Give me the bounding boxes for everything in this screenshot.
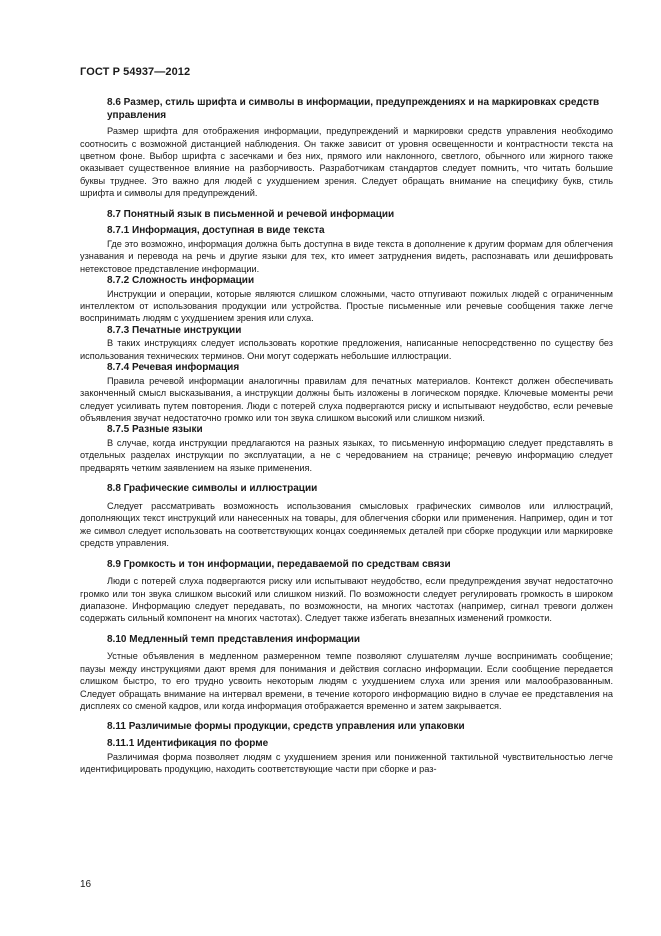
paragraph: Правила речевой информации аналогичны правилам для печатных материалов. Контекст должен обеспечивать законченный смысл высказывания, а инструкции должны быть изложены в логическом порядке. Ключевые моменты речи следует усиливать путем повторения. Люди с потерей слуха подвергаются риску и испытывают неудобство, если речевые объявления звучат недостаточно громко или тон звука слишком высокий или слишком низкий. bbox=[80, 375, 613, 424]
paragraph: Люди с потерей слуха подвергаются риску или испытывают неудобство, если предупреждения звучат недостаточно громко или тон звука слишком высокий или слишком низкий. По возможности следует регулировать громкость в широком диапазоне. Информацию следует передавать, по возможности, на многих частотах (например, сигнал тревоги должен содержать сильный компонент на многих частотах). Следует также избегать внезапных изменений громкости. bbox=[80, 576, 613, 624]
paragraph: Инструкции и операции, которые являются слишком сложными, часто отпугивают пожилых людей с ограниченным интеллектом от использования продукции или устройства. Простые письменные или речевые сообщения также легче воспринимать людям с ухудшением зрения или слуха. bbox=[80, 288, 613, 324]
paragraph: Устные объявления в медленном размеренном темпе позволяют слушателям лучше воспринимать сообщение; паузы между инструкциями дают время для понимания и действия согласно информации. Если сообщение передается слишком быстро, то его трудно усвоить некоторым людям с ухудшением слуха или зрения или малообразованным. Следует обращать внимание на интервал времени, в течение которого информацию видно в случае ее представления на дисплеях со сменой кадров, или когда информация отображается временно и затем закрывается. bbox=[80, 651, 613, 711]
paragraph: Размер шрифта для отображения информации, предупреждений и маркировки средств управления необходимо соотносить с возможной дистанцией наблюдения. Он также зависит от уровня освещенности и контрастности текста на цветном фоне. Выбор шрифта с засечками и без них, прямого или наклонного, светлого, обычного или жирного также оказывает существенное влияние на разборчивость. Разработчикам стандартов следует помнить, что читать большие буквы труднее. Это важно для людей с ухудшением зрения. Следует обращать внимание на специфику букв, стиль шрифта и символы для предупреждений. bbox=[80, 126, 613, 199]
subsection-heading-8-7-4: 8.7.4 Речевая информация bbox=[107, 362, 240, 374]
subsection-heading-8-7-5: 8.7.5 Разные языки bbox=[107, 424, 203, 436]
section-heading-8-7: 8.7 Понятный язык в письменной и речевой информации bbox=[107, 208, 395, 220]
subsection-heading-8-7-1: 8.7.1 Информация, доступная в виде текста bbox=[107, 225, 325, 237]
section-heading-8-9: 8.9 Громкость и тон информации, передаваемой по средствам связи bbox=[107, 558, 451, 570]
section-heading-8-10: 8.10 Медленный темп представления информации bbox=[107, 633, 361, 645]
subsection-heading-8-11-1: 8.11.1 Идентификация по форме bbox=[107, 737, 269, 749]
subsection-heading-8-7-3: 8.7.3 Печатные инструкции bbox=[107, 324, 242, 336]
paragraph: Где это возможно, информация должна быть доступна в виде текста в дополнение к другим формам для облегчения узнавания и перевода на речь и другие языки для тех, кто имеет затруднения видеть, распознавать или дешифровать нетекстовое представление информации. bbox=[80, 238, 613, 274]
paragraph: Различимая форма позволяет людям с ухудшением зрения или пониженной тактильной чувствительностью легче идентифицировать продукцию, находить соответствующие части при сборке и раз- bbox=[80, 751, 613, 774]
section-heading-8-6: 8.6 Размер, стиль шрифта и символы в информации, предупреждениях и на маркировках средств управления bbox=[107, 97, 600, 121]
page-number: 16 bbox=[80, 879, 92, 890]
paragraph: В таких инструкциях следует использовать короткие предложения, написанные непосредственно по существу без использования технических терминов. Они могут содержать небольшие иллюстрации. bbox=[80, 338, 613, 361]
section-heading-8-11: 8.11 Различимые формы продукции, средств управления или упаковки bbox=[107, 721, 465, 733]
section-heading-8-8: 8.8 Графические символы и иллюстрации bbox=[107, 483, 318, 495]
paragraph: Следует рассматривать возможность использования смысловых графических символов или иллюстраций, дополняющих текст инструкций или нанесенных на товары, для облегчения сборки или применения. Например, один и тот же символ следует использовать на соответствующих концах соединяемых деталей при сборке продукции или маркировке средств управления. bbox=[80, 500, 613, 549]
subsection-heading-8-7-2: 8.7.2 Сложность информации bbox=[107, 275, 255, 287]
paragraph: В случае, когда инструкции предлагаются на разных языках, то письменную информацию следует представлять в отдельных разделах инструкции по эксплуатации, а не с чередованием на странице; речевую информацию следует предварять четким заявлением на языке применения. bbox=[80, 438, 613, 473]
document-id: ГОСТ Р 54937—2012 bbox=[80, 66, 191, 78]
document-page bbox=[80, 66, 613, 775]
